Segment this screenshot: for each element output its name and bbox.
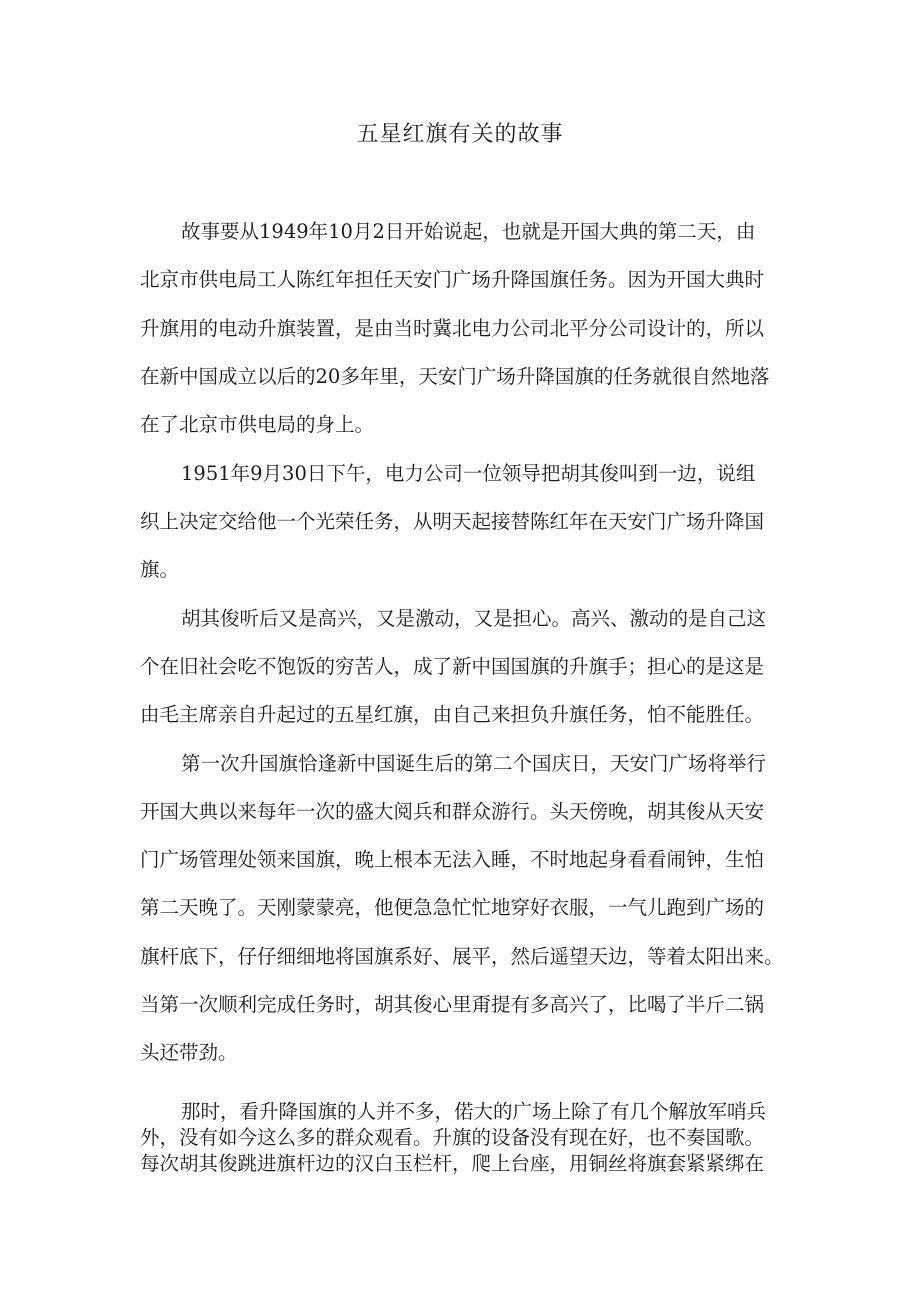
paragraph-4-line-1: 第一次升国旗恰逢新中国诞生后的第二个国庆日，天安门广场将举行 [181, 752, 767, 775]
paragraph-4-line-7: 头还带劲。 [140, 1041, 238, 1064]
paragraph-3-line-3: 由毛主席亲自升起过的五星红旗，由自己来担负升旗任务，怕不能胜任。 [140, 703, 765, 726]
paragraph-2-line-3: 旗。 [140, 558, 180, 581]
paragraph-1-line-2: 北京市供电局工人陈红年担任天安门广场升降国旗任务。因为开国大典时 [140, 268, 765, 291]
paragraph-5-line-3: 每次胡其俊跳进旗杆边的汉白玉栏杆，爬上台座，用铜丝将旗套紧紧绑在 [140, 1152, 765, 1175]
paragraph-2-line-2: 织上决定交给他一个光荣任务，从明天起接替陈红年在天安门广场升降国 [140, 510, 765, 533]
paragraph-1-line-5: 在了北京市供电局的身上。 [140, 413, 375, 436]
paragraph-1-line-1: 故事要从1949年10月2日开始说起，也就是开国大典的第二天，由 [181, 220, 756, 243]
paragraph-3-line-2: 个在旧社会吃不饱饭的穷苦人，成了新中国国旗的升旗手；担心的是这是 [140, 655, 765, 678]
paragraph-2-line-1: 1951年9月30日下午，电力公司一位领导把胡其俊叫到一边，说组 [181, 462, 756, 485]
paragraph-1-line-3: 升旗用的电动升旗装置，是由当时冀北电力公司北平分公司设计的，所以 [140, 317, 765, 340]
paragraph-4-line-2: 开国大典以来每年一次的盛大阅兵和群众游行。头天傍晚，胡其俊从天安 [140, 800, 765, 823]
paragraph-4-line-3: 门广场管理处领来国旗，晚上根本无法入睡，不时地起身看看闹钟，生怕 [140, 848, 765, 871]
paragraph-3-line-1: 胡其俊听后又是高兴，又是激动，又是担心。高兴、激动的是自己这 [181, 607, 767, 630]
paragraph-5-line-1: 那时，看升降国旗的人并不多，偌大的广场上除了有几个解放军哨兵 [181, 1100, 767, 1123]
paragraph-1-line-4: 在新中国成立以后的20多年里，天安门广场升降国旗的任务就很自然地落 [140, 365, 770, 388]
paragraph-4-line-6: 当第一次顺利完成任务时，胡其俊心里甭提有多高兴了，比喝了半斤二锅 [140, 993, 765, 1016]
paragraph-4-line-5: 旗杆底下，仔仔细细地将国旗系好、展平，然后遥望天边，等着太阳出来。 [140, 945, 784, 968]
paragraph-4-line-4: 第二天晚了。天刚蒙蒙亮，他便急急忙忙地穿好衣服，一气儿跑到广场的 [140, 896, 765, 919]
paragraph-5-line-2: 外，没有如今这么多的群众观看。升旗的设备没有现在好，也不奏国歌。 [140, 1126, 765, 1149]
document-title: 五星红旗有关的故事 [356, 122, 564, 147]
